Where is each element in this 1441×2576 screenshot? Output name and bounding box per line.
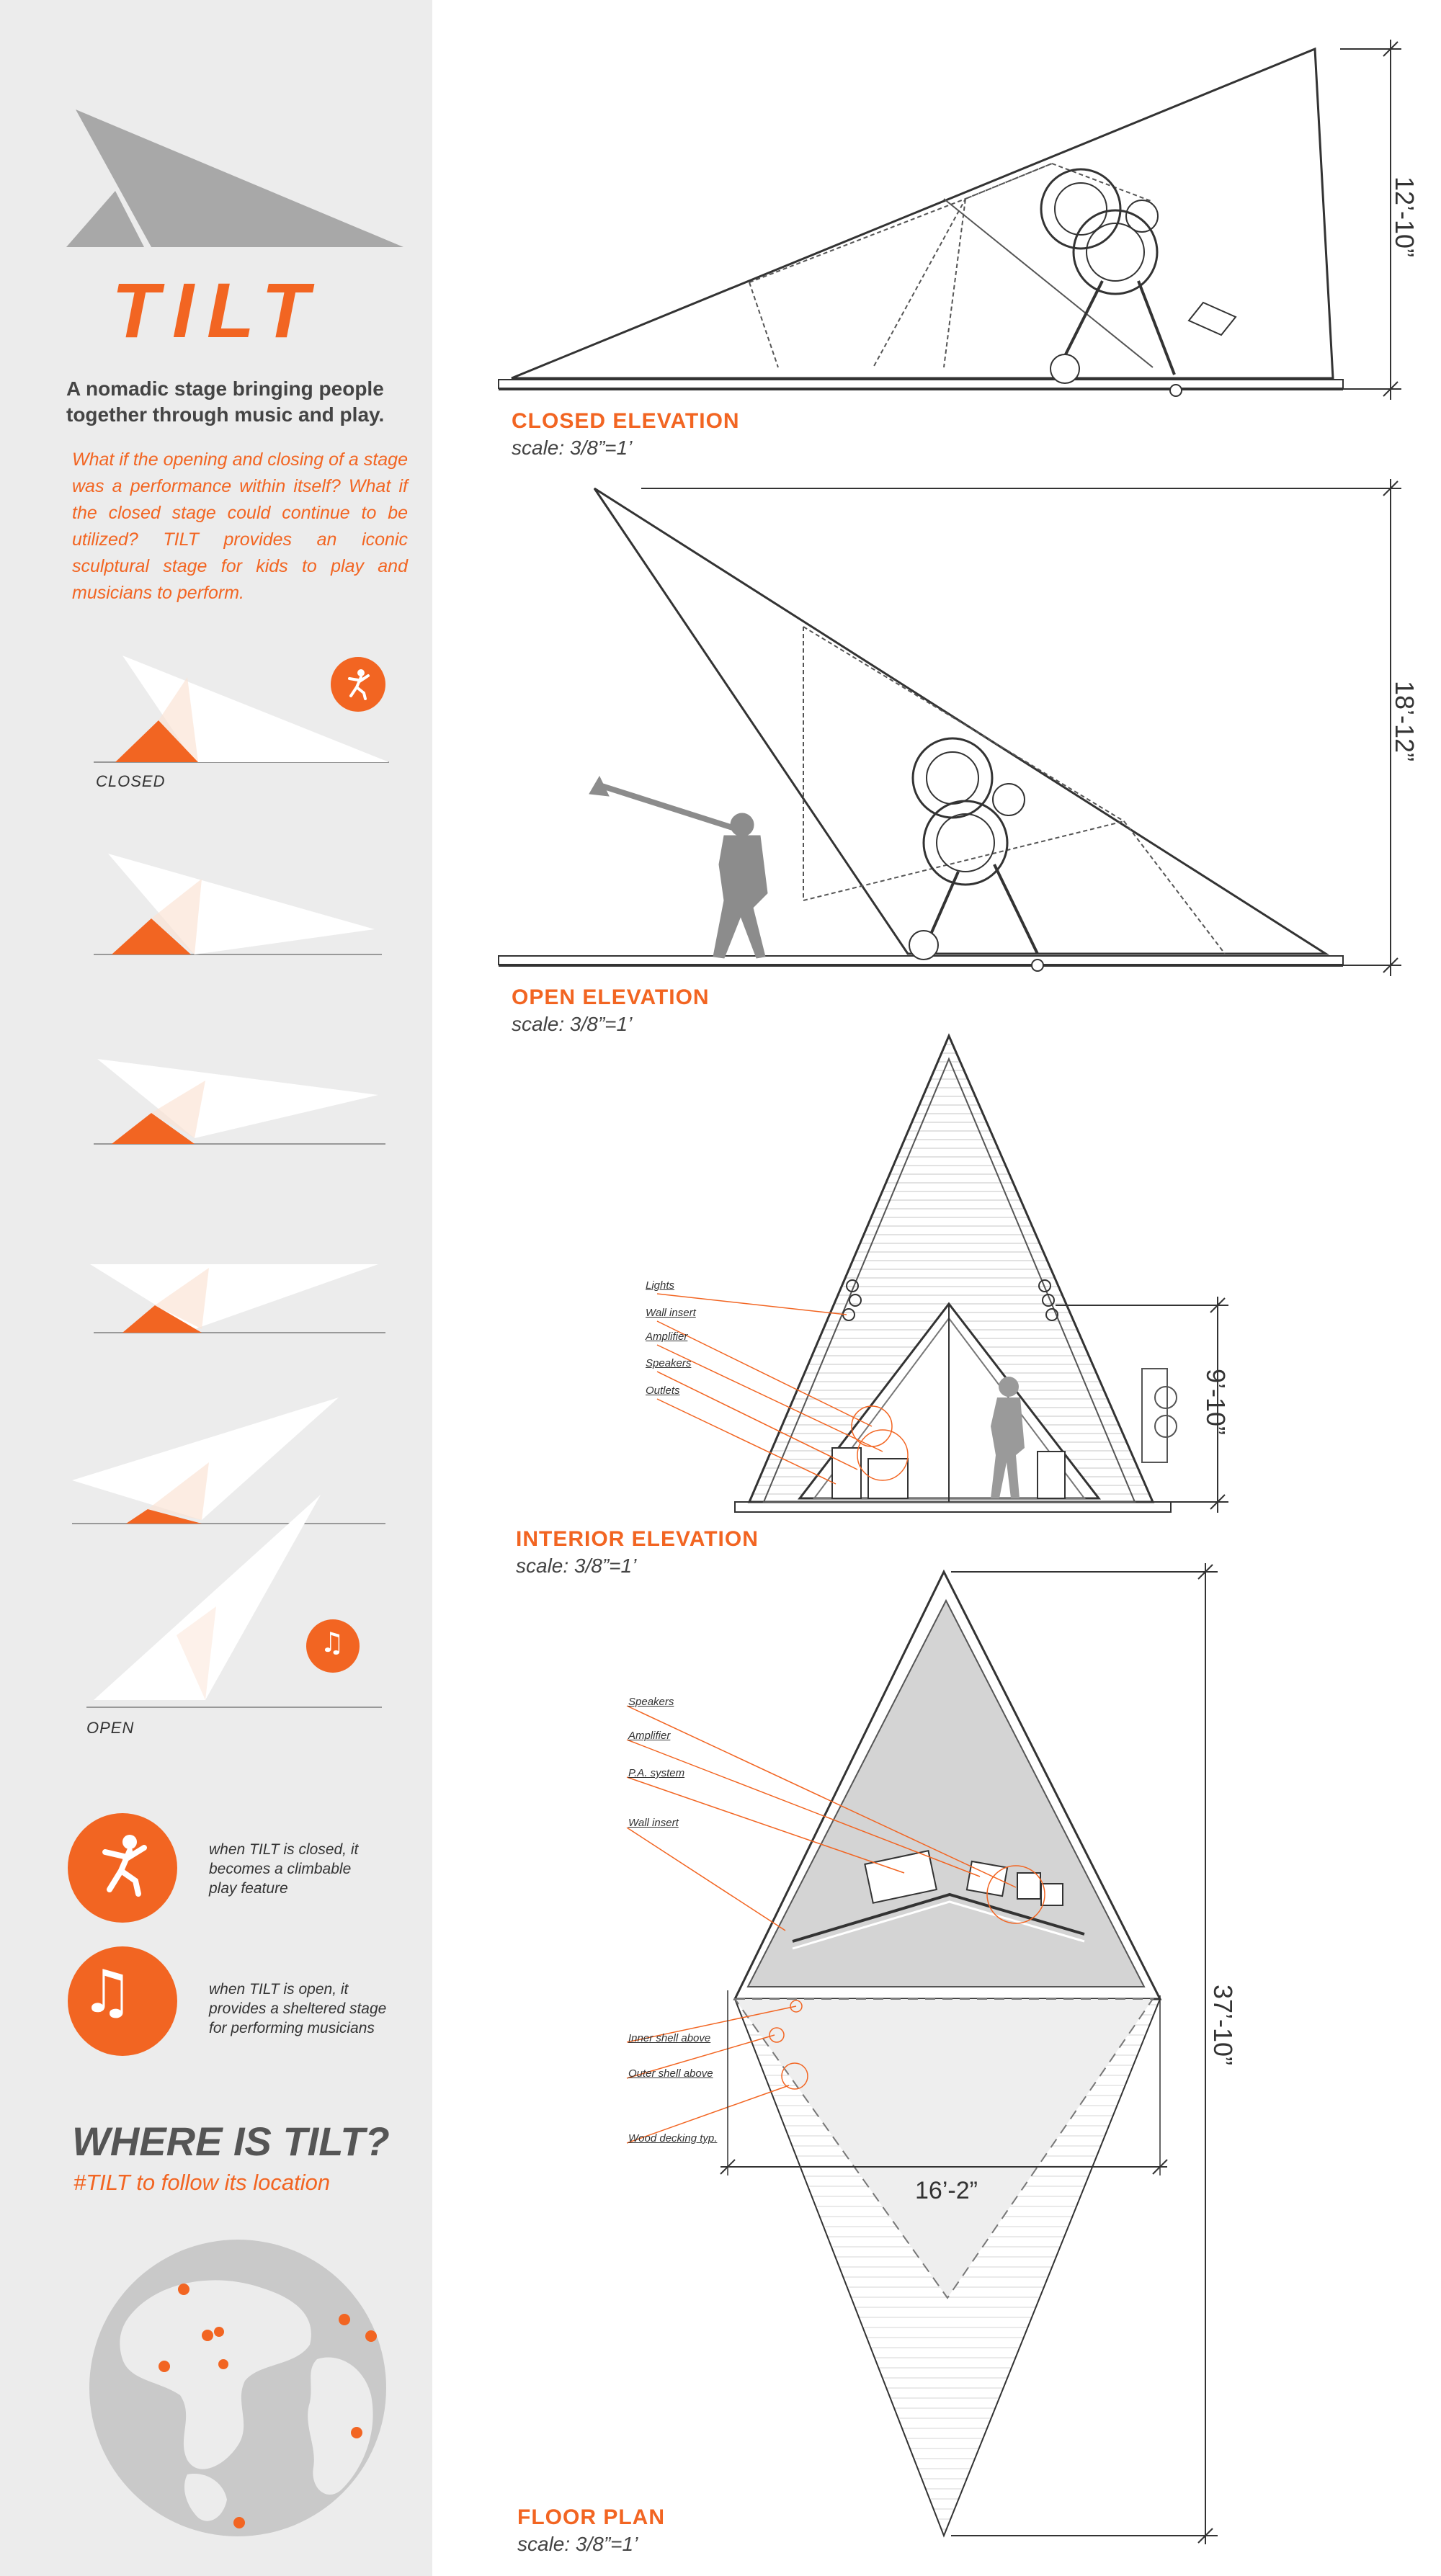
callout-outlets: Outlets (646, 1385, 680, 1397)
callout-lights: Lights (646, 1279, 675, 1292)
sidebar (0, 0, 432, 2576)
logo-title: TILT (112, 267, 322, 354)
closed-height-dimension: 12’-10” (1390, 176, 1419, 258)
callout-speakers: Speakers (628, 1696, 674, 1708)
interior-height-dimension: 9’-10” (1201, 1369, 1231, 1436)
climber-icon (94, 1833, 151, 1898)
open-elevation-drawing (432, 461, 1441, 980)
transformation-sequence (0, 634, 432, 1729)
legend-open-text: when TILT is open, it provides a sheltered stage for performing musicians (209, 1981, 387, 2036)
open-height-dimension: 18’-12” (1390, 681, 1419, 762)
floor-plan-title: FLOOR PLAN (517, 2505, 665, 2529)
callout-inner-shell: Inner shell above (628, 2032, 711, 2044)
callout-wood-decking: Wood decking typ. (628, 2132, 718, 2145)
music-note-icon: ♫ (320, 1627, 345, 1658)
interior-elevation-title: INTERIOR ELEVATION (516, 1527, 759, 1551)
climber-icon (344, 668, 372, 700)
music-note-icon: ♫ (81, 1958, 134, 2026)
closed-elevation-drawing (432, 0, 1441, 403)
floor-plan-drawing (432, 1556, 1441, 2550)
callout-pa-system: P.A. system (628, 1767, 685, 1779)
callout-wall-insert: Wall insert (628, 1817, 679, 1829)
floor-plan-length-dimension: 37’-10” (1208, 1985, 1238, 2066)
where-title: WHERE IS TILT? (72, 2119, 390, 2164)
tagline: A nomadic stage bringing people together through music and play. (66, 377, 385, 426)
open-elevation-title: OPEN ELEVATION (512, 985, 710, 1009)
closed-elevation-scale: scale: 3/8”=1’ (512, 437, 633, 459)
open-label: OPEN (86, 1719, 135, 1737)
closed-elevation-title: CLOSED ELEVATION (512, 409, 740, 433)
callout-wall-insert: Wall insert (646, 1307, 696, 1319)
floor-plan-width-dimension: 16’-2” (915, 2177, 978, 2204)
globe-map (79, 2230, 396, 2546)
drawing-sheet (432, 0, 1441, 2576)
concept-question: What if the opening and closing of a stage was a performance within itself? What if the closed stage could continue to be utilized? TILT provides an iconic sculptural stage for kids to play and musicians to perform. (72, 450, 408, 603)
where-subtitle: #TILT to follow its location (73, 2170, 331, 2195)
legend-closed-text: when TILT is closed, it becomes a climbable play feature (209, 1841, 359, 1897)
open-elevation-scale: scale: 3/8”=1’ (512, 1013, 633, 1035)
closed-label: CLOSED (96, 772, 166, 790)
floor-plan-scale: scale: 3/8”=1’ (517, 2533, 638, 2555)
interior-elevation-scale: scale: 3/8”=1’ (516, 1555, 637, 1577)
callout-amplifier: Amplifier (628, 1730, 671, 1742)
interior-elevation-drawing (432, 1023, 1441, 1527)
tilt-logo-mark (0, 0, 432, 259)
callout-amplifier: Amplifier (646, 1331, 688, 1343)
callout-speakers: Speakers (646, 1357, 692, 1369)
callout-outer-shell: Outer shell above (628, 2067, 713, 2080)
